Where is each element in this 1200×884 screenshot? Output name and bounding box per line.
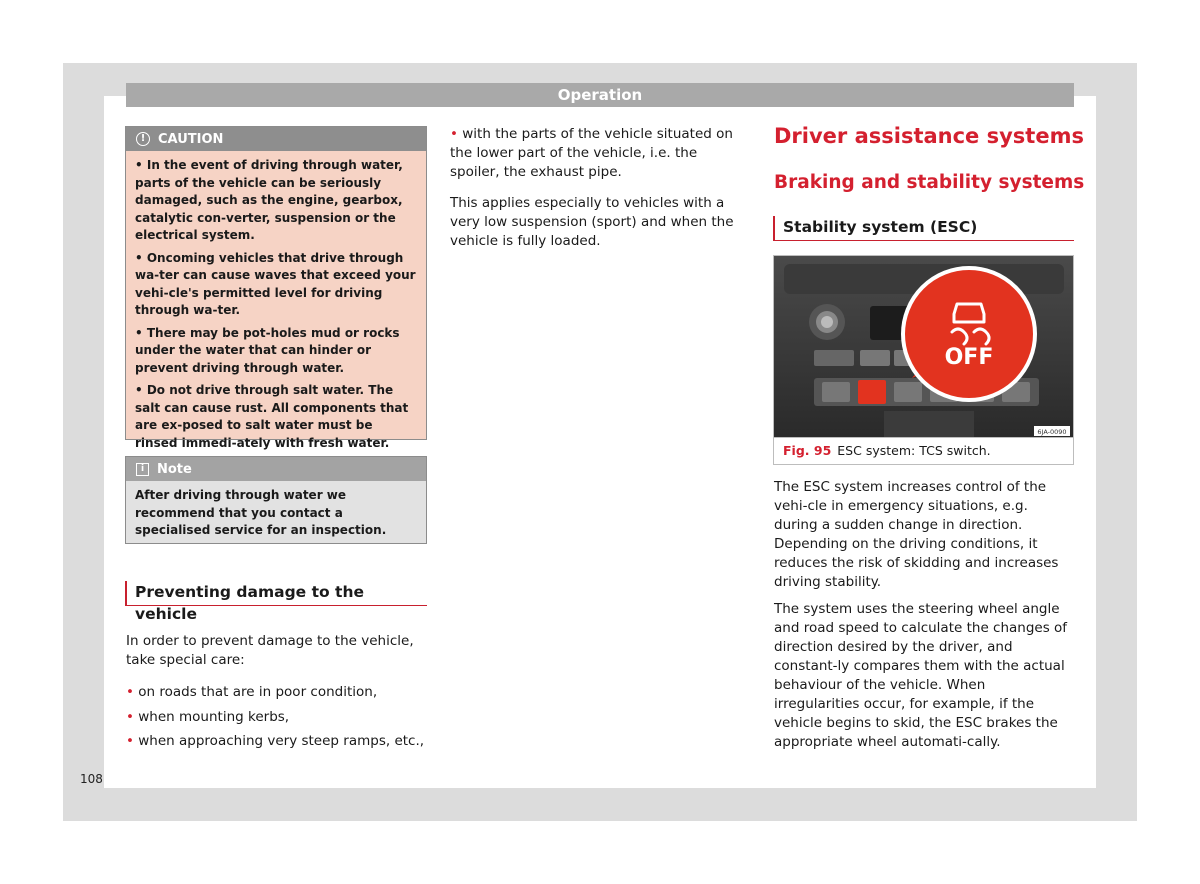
right-body [774, 478, 1072, 760]
exclamation-circle-icon: ! [136, 132, 150, 146]
caution-title: CAUTION [158, 131, 224, 147]
image-code: 6JA-0090 [1037, 428, 1067, 436]
off-badge-text: OFF [944, 345, 994, 370]
caution-item: • There may be pot-holes mud or rocks under the water that can hinder or prevent driving through water. [135, 325, 400, 375]
bullet-dot: • [126, 708, 134, 725]
list-item: • when approaching very steep ramps, etc., [126, 733, 425, 749]
note-text: After driving through water we recommend that you contact a specialised service for an inspection. [135, 488, 387, 537]
figure-label: Fig. 95 [783, 443, 832, 458]
figure-caption [774, 437, 1073, 464]
note-title: Note [157, 461, 192, 477]
page-number: 108 [80, 772, 103, 786]
figure-caption-text: ESC system: TCS switch. [837, 443, 991, 458]
note-header [126, 457, 426, 481]
title-driver-assistance: Driver assistance systems [774, 124, 1084, 148]
section-heading-preventing-damage: Preventing damage to the vehicle [125, 581, 427, 606]
left-intro [126, 632, 416, 678]
chapter-header: Operation [126, 83, 1074, 107]
section-heading-esc: Stability system (ESC) [773, 216, 1074, 241]
esc-switch-photo [774, 256, 1073, 437]
caution-item: • Oncoming vehicles that drive through wa-ter can cause waves that exceed your vehi-cle's permitted level for driving through wa-ter. [135, 250, 416, 317]
middle-bullet: • with the parts of the vehicle situated on the lower part of the vehicle, i.e. the spoiler, the exhaust pipe. [450, 126, 733, 180]
bullet-dot: • [126, 684, 134, 700]
caution-box [125, 126, 427, 450]
bullet-dot: • [450, 126, 458, 142]
caution-header [126, 127, 426, 151]
intro-paragraph: In order to prevent damage to the vehicle, take special care: [126, 633, 414, 668]
info-square-icon: i [136, 463, 149, 476]
list-item: • on roads that are in poor condition, [126, 684, 378, 700]
list-item: • when mounting kerbs, [126, 708, 290, 725]
middle-paragraph: This applies especially to vehicles with a very low suspension (sport) and when the vehicle is fully loaded. [450, 195, 734, 249]
bullet-dot: • [126, 733, 134, 749]
title-braking-stability: Braking and stability systems [774, 172, 1085, 193]
caution-item: • Do not drive through salt water. The salt can cause rust. All components that are ex-posed to salt water must be rinsed immedi-ately with fresh water. [135, 383, 409, 450]
note-box [125, 456, 427, 544]
esc-paragraph: The ESC system increases control of the vehi-cle in emergency situations, e.g. during a sudden change in direction. Depending on the driving conditions, it reduces the risk of skidding and increases driving stability. [774, 479, 1059, 590]
figure-esc-switch [773, 255, 1074, 465]
caution-item: • In the event of driving through water, parts of the vehicle can be seriously damaged, such as the engine, gearbox, catalytic con-verter, suspension or the electrical system. [135, 158, 403, 242]
left-bullet-list [126, 680, 426, 754]
esc-paragraph: The system uses the steering wheel angle and road speed to calculate the changes of direction desired by the driver, and constant-ly compares them with the actual behaviour of the vehicle. When irregularities occur, for example, if the vehicle begins to skid, the ESC brakes the appropriate wheel automati-cally. [774, 601, 1068, 750]
middle-column [450, 125, 750, 259]
